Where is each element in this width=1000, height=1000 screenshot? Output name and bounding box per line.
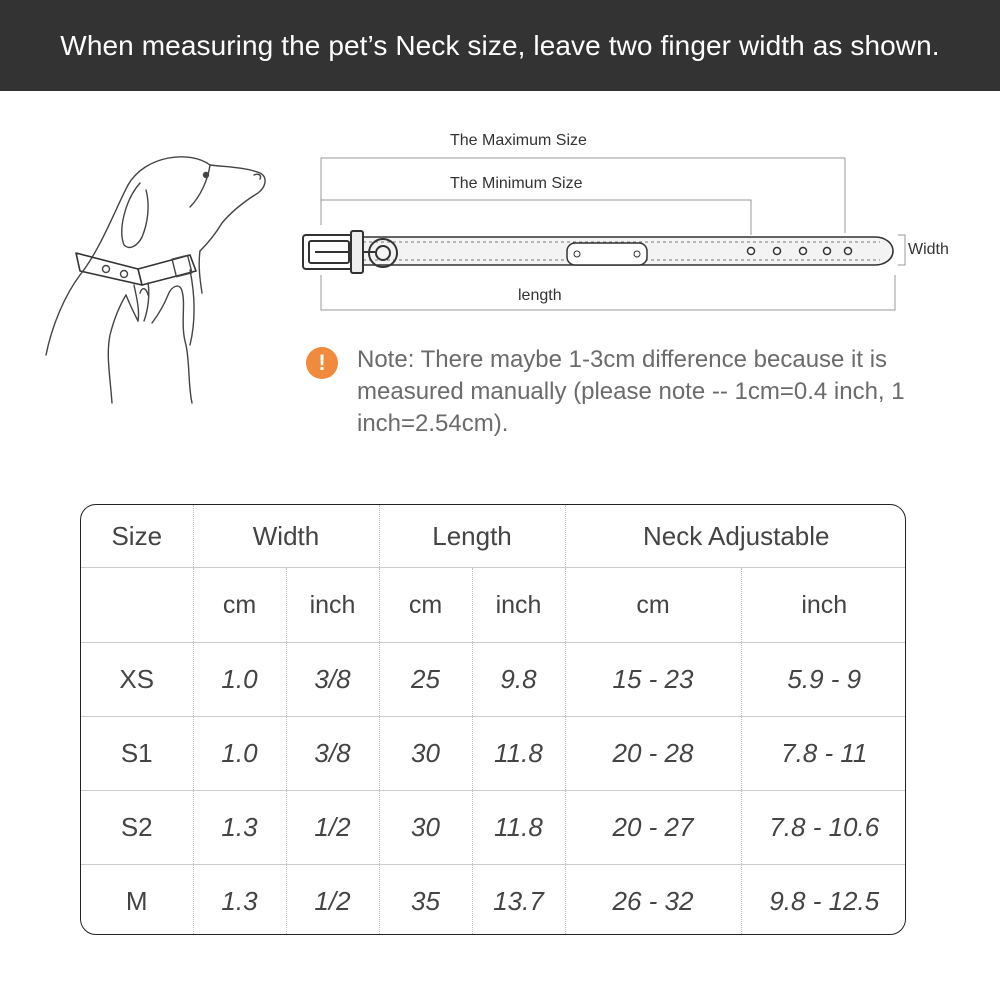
note xyxy=(306,344,946,444)
value-cell: 9.8 xyxy=(472,643,565,717)
note-text: Note: There maybe 1-3cm difference because it is measured manually (please note -- 1cm=0.4 inch, 1 inch=2.54cm). xyxy=(357,346,905,437)
value-cell: 20 - 28 xyxy=(565,717,741,791)
units-blank xyxy=(81,568,193,643)
table-row xyxy=(81,791,906,865)
value-cell: 11.8 xyxy=(472,791,565,865)
value-cell: 7.8 - 10.6 xyxy=(741,791,906,865)
value-cell: 13.7 xyxy=(472,865,565,936)
unit-cell: cm xyxy=(379,568,472,643)
units-row xyxy=(81,568,906,643)
unit-cell: cm xyxy=(565,568,741,643)
dog-illustration xyxy=(40,145,280,405)
warning-icon: ! xyxy=(306,347,338,379)
value-cell: 35 xyxy=(379,865,472,936)
unit-cell: inch xyxy=(472,568,565,643)
unit-cell: inch xyxy=(286,568,379,643)
size-cell: S2 xyxy=(81,791,193,865)
value-cell: 1/2 xyxy=(286,791,379,865)
collar-drawing xyxy=(295,125,975,320)
collar-diagram xyxy=(295,125,975,320)
size-cell: M xyxy=(81,865,193,936)
header-neck-adjustable: Neck Adjustable xyxy=(565,505,906,568)
value-cell: 5.9 - 9 xyxy=(741,643,906,717)
header-length: Length xyxy=(379,505,565,568)
value-cell: 15 - 23 xyxy=(565,643,741,717)
value-cell: 26 - 32 xyxy=(565,865,741,936)
value-cell: 3/8 xyxy=(286,643,379,717)
value-cell: 1.3 xyxy=(193,791,286,865)
value-cell: 25 xyxy=(379,643,472,717)
header-banner xyxy=(0,0,1000,91)
value-cell: 11.8 xyxy=(472,717,565,791)
value-cell: 9.8 - 12.5 xyxy=(741,865,906,936)
width-label: Width xyxy=(908,241,949,258)
value-cell: 3/8 xyxy=(286,717,379,791)
value-cell: 1.0 xyxy=(193,717,286,791)
table-row xyxy=(81,717,906,791)
value-cell: 1/2 xyxy=(286,865,379,936)
table-row xyxy=(81,643,906,717)
value-cell: 1.3 xyxy=(193,865,286,936)
size-cell: S1 xyxy=(81,717,193,791)
header-row xyxy=(81,505,906,568)
banner-text: When measuring the pet’s Neck size, leave two finger width as shown. xyxy=(60,29,940,61)
max-size-label: The Maximum Size xyxy=(450,132,587,149)
unit-cell: inch xyxy=(741,568,906,643)
table-row xyxy=(81,865,906,936)
value-cell: 20 - 27 xyxy=(565,791,741,865)
value-cell: 30 xyxy=(379,717,472,791)
size-cell: XS xyxy=(81,643,193,717)
value-cell: 1.0 xyxy=(193,643,286,717)
header-width: Width xyxy=(193,505,379,568)
size-table xyxy=(80,504,906,935)
min-size-label: The Minimum Size xyxy=(450,175,583,192)
unit-cell: cm xyxy=(193,568,286,643)
value-cell: 7.8 - 11 xyxy=(741,717,906,791)
header-size: Size xyxy=(81,505,193,568)
value-cell: 30 xyxy=(379,791,472,865)
length-label: length xyxy=(518,287,562,304)
